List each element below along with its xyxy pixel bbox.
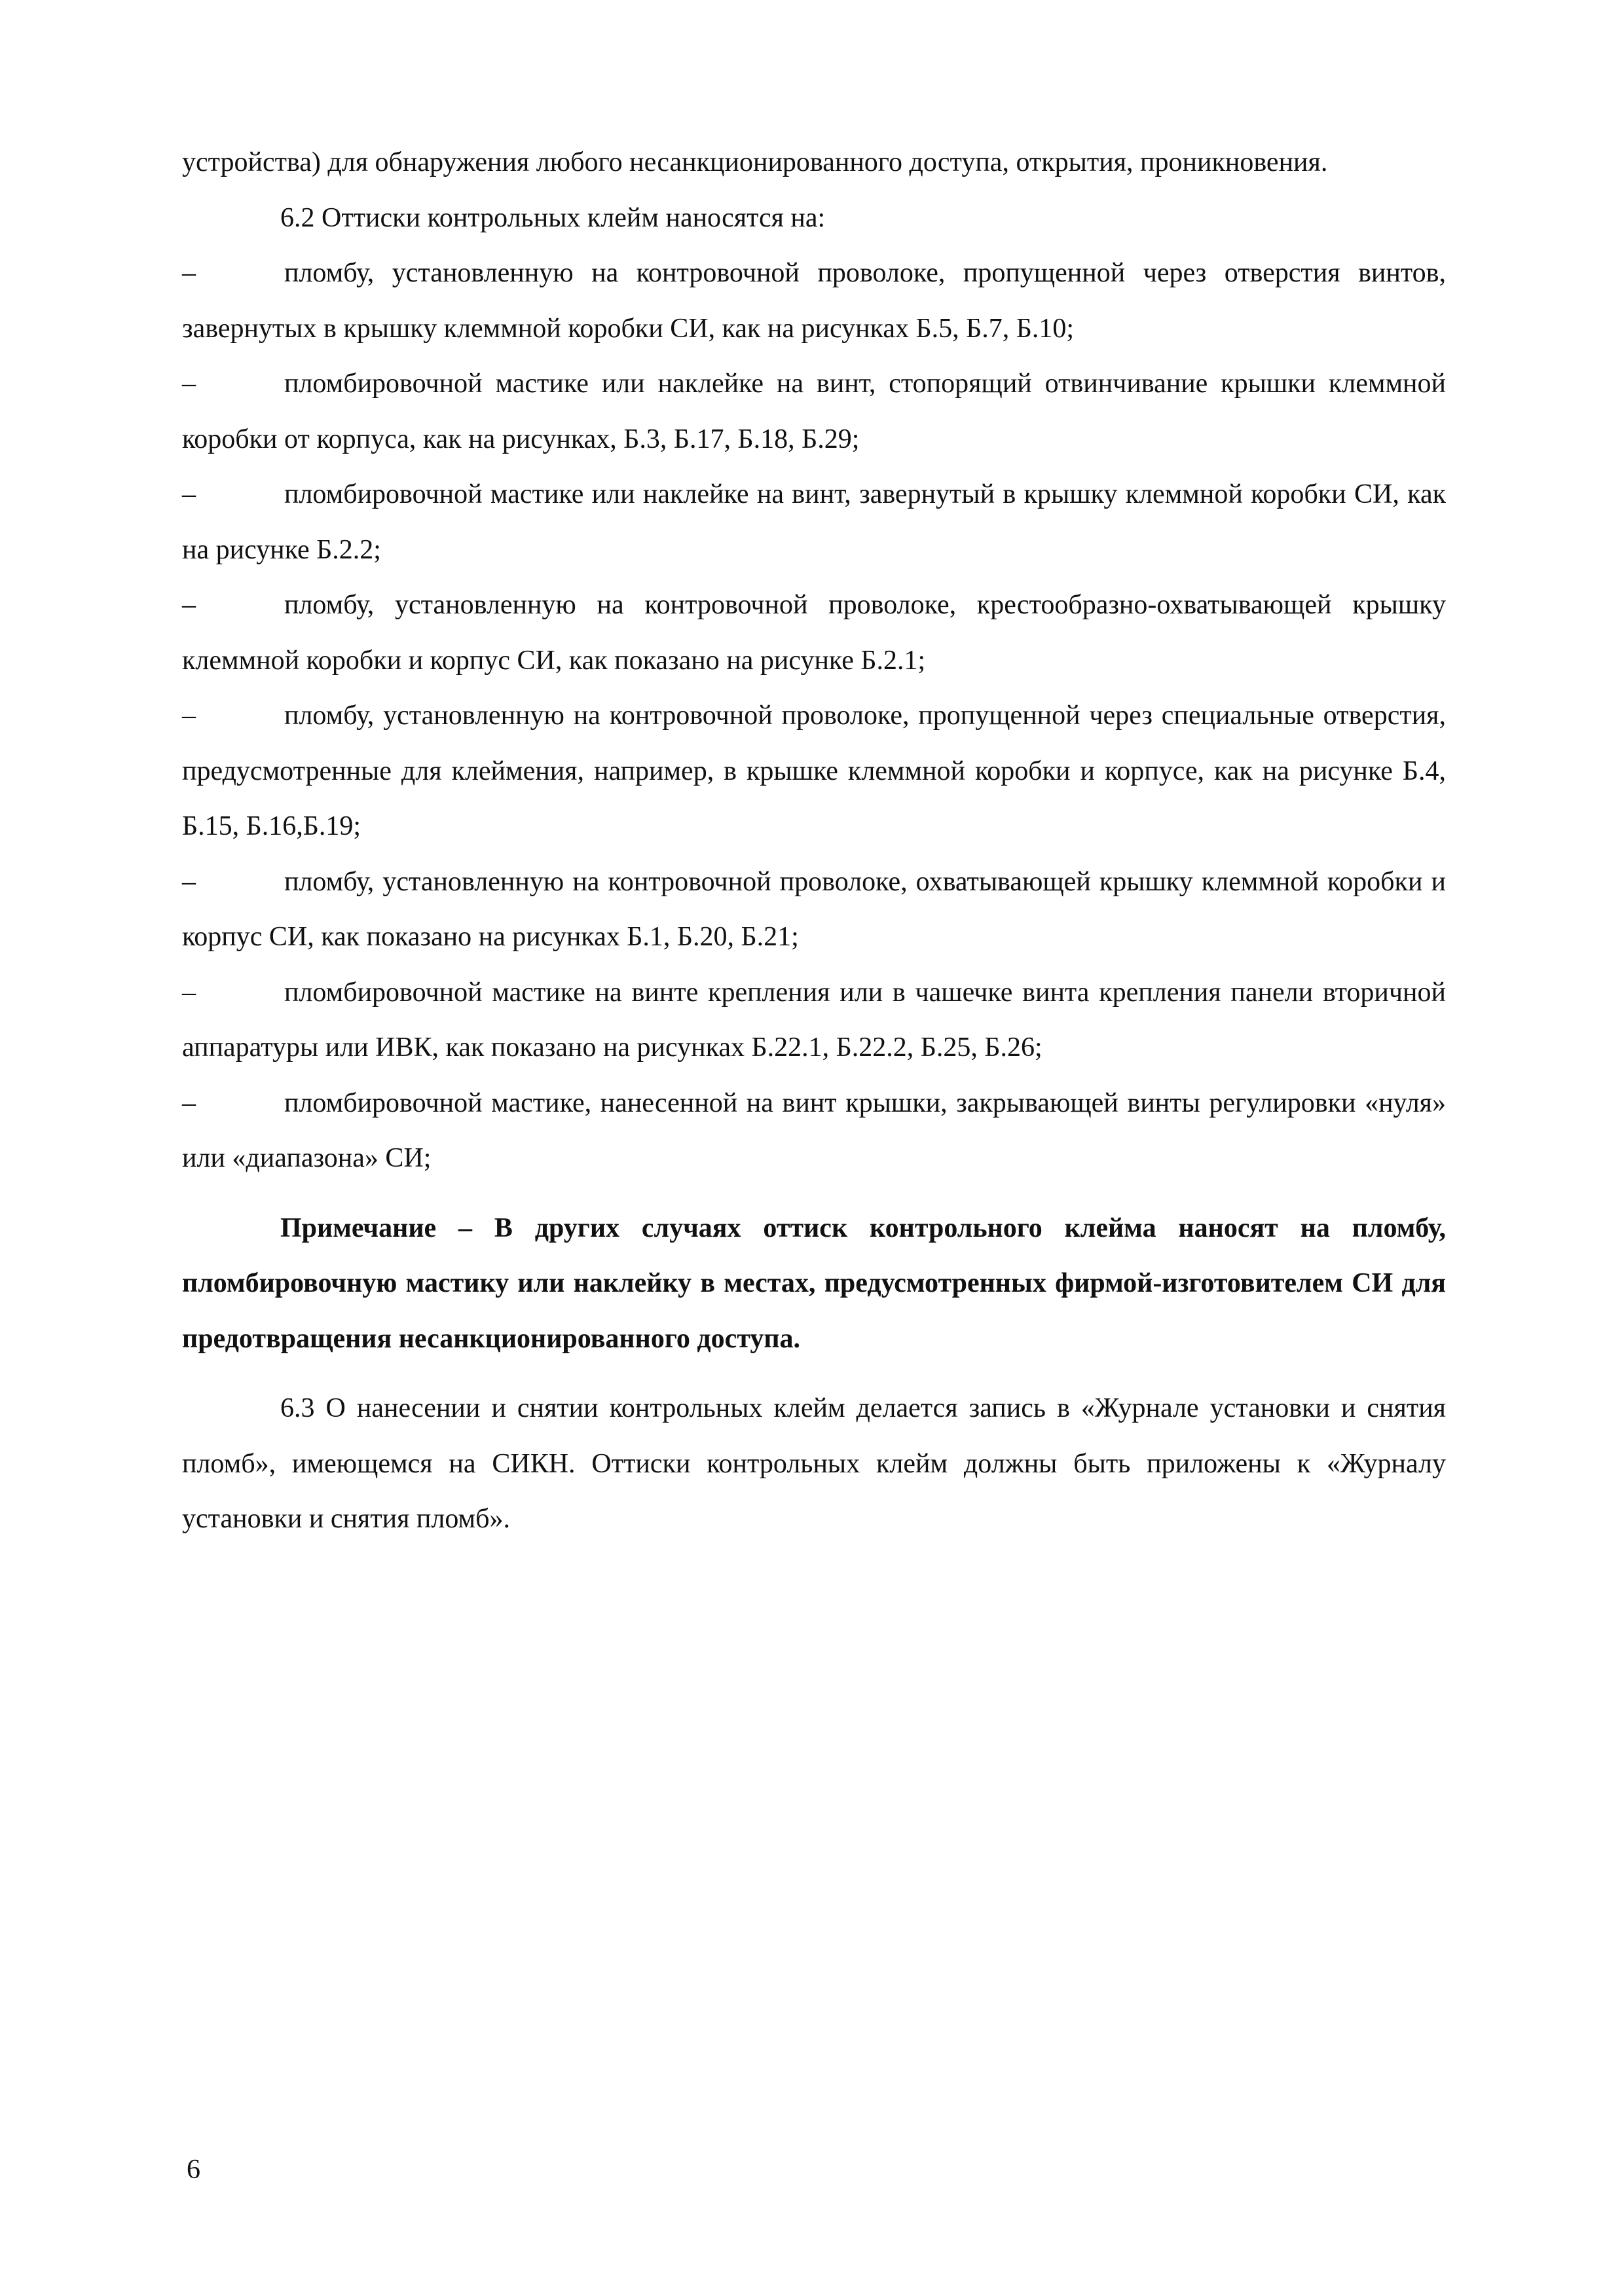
list-item (182, 965, 1446, 1076)
dash-marker: – (182, 866, 196, 897)
list-item-text: пломбу, установленную на контровочной проволоке, пропущенной через специальные отверстия, предусмотренные для клеймения, например, в крышке клеммной коробки и корпусе, как на рисунке Б.4, Б.15, Б.16,Б.19; (182, 701, 1446, 841)
section-6-2-heading: 6.2 Оттиски контрольных клейм наносятся на: (280, 202, 826, 233)
list-item-text: пломбу, установленную на контровочной проволоке, охватывающей крышку клеммной коробки и корпус СИ, как показано на рисунках Б.1, Б.20, Б.21; (182, 866, 1446, 952)
list-item (182, 688, 1446, 854)
dash-marker: – (182, 369, 196, 399)
list-item (182, 356, 1446, 467)
section-6-3-paragraph: 6.3 О нанесении и снятии контрольных клейм делается запись в «Журнале установки и снятия пломб», имеющемся на СИКН. Оттиски контрольных клейм должны быть приложены к «Журналу установки и снятия пломб». (182, 1393, 1446, 1534)
list-item (182, 577, 1446, 688)
list-item (182, 1076, 1446, 1186)
dash-marker: – (182, 479, 196, 509)
list-item (182, 246, 1446, 356)
continuation-paragraph: устройства) для обнаружения любого несанкционированного доступа, открытия, проникновения. (182, 147, 1328, 177)
page-number: 6 (187, 2155, 200, 2185)
list-item-text: пломбу, установленную на контровочной проволоке, пропущенной через отверстия винтов, завернутых в крышку клеммной коробки СИ, как на рисунках Б.5, Б.7, Б.10; (182, 258, 1446, 344)
list-item-text: пломбу, установленную на контровочной проволоке, крестообразно-охватывающей крышку клеммной коробки и корпус СИ, как показано на рисунке Б.2.1; (182, 590, 1446, 676)
list-item (182, 854, 1446, 965)
list-item (182, 467, 1446, 577)
note-paragraph: Примечание – В других случаях оттиск контрольного клейма наносят на пломбу, пломбировочную мастику или наклейку в местах, предусмотренных фирмой-изготовителем СИ для предотвращения несанкционированного доступа. (182, 1212, 1446, 1354)
dash-marker: – (182, 590, 196, 620)
document-body (182, 135, 1446, 1547)
list-item-text: пломбировочной мастике на винте крепления или в чашечке винта крепления панели вторичной аппаратуры или ИВК, как показано на рисунках Б.22.1, Б.22.2, Б.25, Б.26; (182, 977, 1446, 1063)
list-item-text: пломбировочной мастике или наклейке на винт, завернутый в крышку клеммной коробки СИ, как на рисунке Б.2.2; (182, 479, 1446, 565)
list-item-text: пломбировочной мастике, нанесенной на винт крышки, закрывающей винты регулировки «нуля» или «диапазона» СИ; (182, 1087, 1446, 1173)
dash-marker: – (182, 258, 196, 288)
list-item-text: пломбировочной мастике или наклейке на винт, стопорящий отвинчивание крышки клеммной коробки от корпуса, как на рисунках, Б.3, Б.17, Б.18, Б.29; (182, 369, 1446, 454)
dash-marker: – (182, 977, 196, 1008)
dash-marker: – (182, 701, 196, 731)
dash-marker: – (182, 1087, 196, 1118)
